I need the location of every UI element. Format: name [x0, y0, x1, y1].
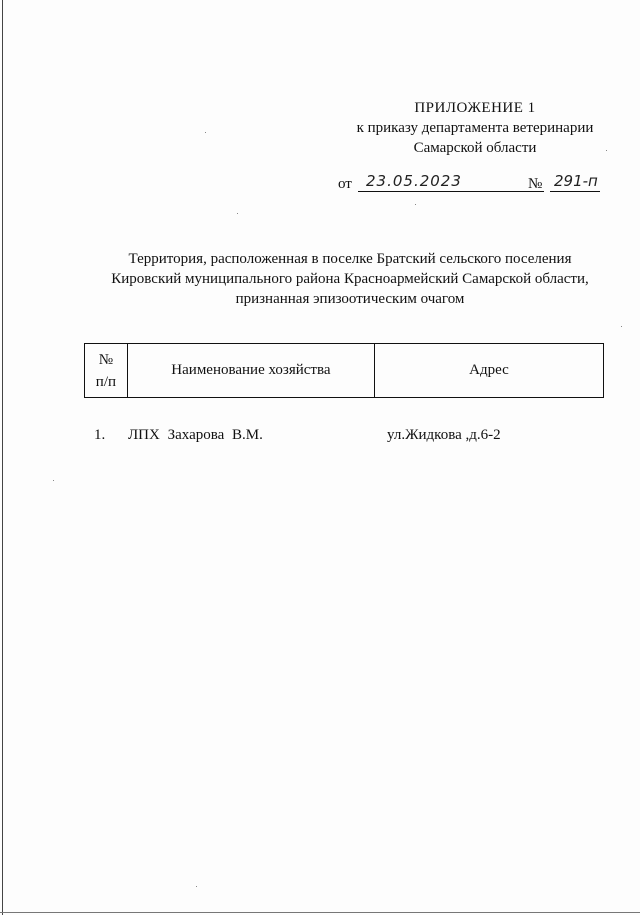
- scan-speck: [53, 480, 54, 481]
- table-row: [0, 427, 640, 449]
- appendix-reference-line: к приказу департамента ветеринарии: [356, 120, 594, 136]
- scan-speck: [196, 886, 197, 887]
- order-date-field: [358, 173, 544, 192]
- order-number: 291-п: [554, 172, 598, 190]
- title-line-3: признанная эпизоотическим очагом: [235, 291, 465, 307]
- farm-table-header: [84, 343, 604, 398]
- table-header-row: [85, 344, 604, 398]
- order-from-label: от: [338, 176, 352, 192]
- scan-speck: [205, 132, 206, 133]
- column-address-header: Адрес: [375, 344, 604, 398]
- order-number-label: №: [528, 176, 543, 192]
- title-line-2: Кировский муниципального района Красноармейский Самарской области,: [111, 271, 589, 287]
- column-number-header: [85, 344, 128, 398]
- entry-number: 1.: [94, 427, 106, 443]
- scan-speck: [621, 326, 622, 327]
- scan-speck: [237, 213, 238, 214]
- appendix-region-line: Самарской области: [413, 140, 537, 156]
- entry-address: ул.Жидкова ,д.6-2: [387, 427, 501, 443]
- scan-speck: [415, 204, 416, 205]
- order-date: 23.05.2023: [366, 172, 462, 190]
- column-number-abbrev: п/п: [95, 373, 117, 390]
- entry-farm-name: ЛПХ Захарова В.М.: [128, 427, 263, 443]
- appendix-header: [340, 98, 610, 158]
- column-name-header: Наименование хозяйства: [127, 344, 374, 398]
- scan-speck: [606, 150, 607, 151]
- appendix-title: ПРИЛОЖЕНИЕ 1: [414, 100, 536, 116]
- scan-edge-left: [2, 0, 3, 915]
- order-reference: [338, 173, 600, 195]
- scan-edge-bottom: [0, 912, 640, 913]
- column-number-symbol: №: [98, 351, 114, 368]
- title-line-1: Территория, расположенная в поселке Братский сельского поселения: [128, 251, 572, 267]
- document-title: [60, 249, 640, 309]
- order-number-field: [550, 173, 600, 192]
